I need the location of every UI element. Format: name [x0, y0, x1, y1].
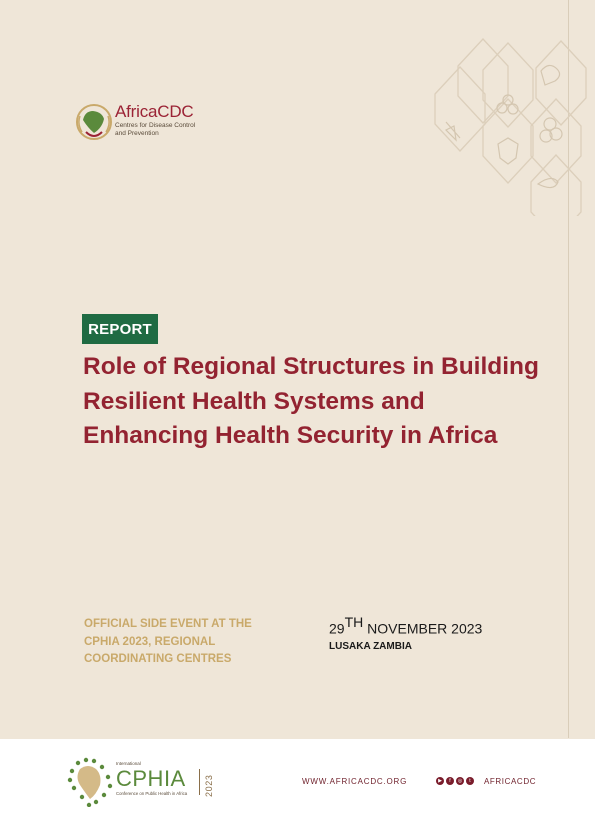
report-badge: REPORT — [82, 314, 158, 344]
website-link[interactable]: WWW.AFRICACDC.ORG — [302, 777, 408, 786]
logo-name: AfricaCDC — [115, 102, 194, 121]
twitter-icon[interactable]: t — [466, 777, 474, 785]
logo-subtitle-line2: and Prevention — [115, 130, 159, 137]
social-icons — [436, 777, 474, 785]
logo-subtitle — [115, 122, 195, 138]
footer — [0, 739, 595, 829]
cphia-year: 2023 — [204, 774, 214, 797]
event-location: LUSAKA ZAMBIA — [329, 641, 412, 653]
cphia-africa-icon — [66, 755, 116, 807]
instagram-icon[interactable]: ◎ — [457, 778, 463, 784]
date-day: 29 — [329, 620, 345, 637]
cphia-divider — [199, 769, 200, 795]
africa-cdc-emblem-icon — [74, 102, 114, 142]
cphia-name: CPHIA — [116, 766, 186, 791]
cphia-international: International — [116, 761, 141, 766]
side-event-text: OFFICIAL SIDE EVENT AT THE CPHIA 2023, REGIONAL COORDINATING CENTRES — [84, 618, 252, 665]
youtube-icon[interactable]: ▶ — [436, 777, 444, 785]
facebook-icon[interactable]: f — [446, 777, 454, 785]
report-title: Role of Regional Structures in Building Resilient Health Systems and Enhancing Health Security in Africa — [83, 353, 539, 449]
date-month-year: NOVEMBER 2023 — [363, 620, 483, 637]
date-suffix: TH — [344, 614, 364, 630]
event-date-block — [329, 614, 549, 652]
africa-cdc-logo — [74, 100, 234, 144]
cphia-subtitle: Conference on Public Health in Africa — [116, 791, 188, 796]
logo-subtitle-line1: Centres for Disease Control — [115, 122, 196, 129]
hexagon-icons-decoration — [420, 36, 595, 216]
social-handle[interactable]: AFRICACDC — [484, 777, 537, 786]
